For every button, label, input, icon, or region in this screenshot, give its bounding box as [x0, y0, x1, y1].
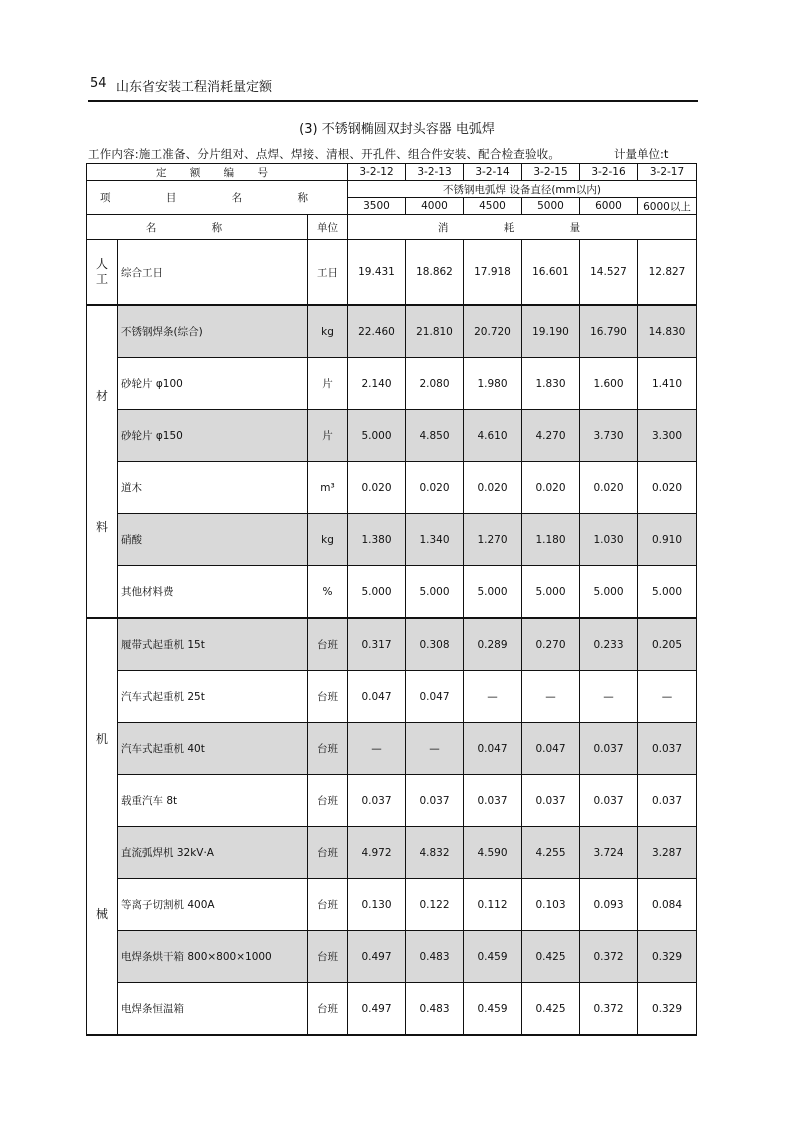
consumption-value: 21.810: [406, 305, 464, 358]
consumption-value: 19.431: [348, 240, 406, 306]
item-unit: %: [308, 566, 348, 619]
consumption-value: 4.255: [522, 827, 580, 879]
consumption-value: —: [348, 723, 406, 775]
consumption-value: 3.724: [580, 827, 638, 879]
diameter-value: 4000: [406, 198, 464, 215]
item-unit: 工日: [308, 240, 348, 306]
consumption-value: 0.233: [580, 618, 638, 671]
consumption-value: 0.130: [348, 879, 406, 931]
consumption-value: 12.827: [638, 240, 697, 306]
consumption-value: 0.020: [348, 462, 406, 514]
table-row: [87, 305, 697, 358]
consumption-value: 0.497: [348, 983, 406, 1036]
consumption-value: 0.483: [406, 931, 464, 983]
consumption-value: 0.093: [580, 879, 638, 931]
consumption-value: 4.590: [464, 827, 522, 879]
item-unit: 台班: [308, 827, 348, 879]
table-row: [87, 827, 697, 879]
consumption-value: 5.000: [580, 566, 638, 619]
table-row: [87, 462, 697, 514]
consumption-value: 0.329: [638, 931, 697, 983]
consumption-value: 20.720: [464, 305, 522, 358]
consumption-value: 0.289: [464, 618, 522, 671]
consumption-value: 5.000: [406, 566, 464, 619]
consumption-value: 19.190: [522, 305, 580, 358]
consumption-value: 5.000: [348, 410, 406, 462]
header-rule: [88, 100, 698, 102]
table-row: [87, 879, 697, 931]
category-labor: 人工: [87, 240, 118, 306]
item-unit: 台班: [308, 723, 348, 775]
item-unit: 台班: [308, 775, 348, 827]
consumption-value: 1.270: [464, 514, 522, 566]
section-title: (3) 不锈钢椭圆双封头容器 电弧焊: [299, 122, 495, 137]
consumption-value: 4.270: [522, 410, 580, 462]
table-row: [87, 775, 697, 827]
diameter-value: 5000: [522, 198, 580, 215]
diameter-value: 4500: [464, 198, 522, 215]
consumption-value: 0.037: [638, 775, 697, 827]
consumption-value: 5.000: [464, 566, 522, 619]
group-header-row: [87, 181, 697, 198]
table-row: [87, 240, 697, 306]
item-name: 履带式起重机 15t: [118, 618, 308, 671]
consumption-value: 0.047: [348, 671, 406, 723]
name-column-header: 名 称: [87, 215, 308, 240]
consumption-value: 5.000: [638, 566, 697, 619]
consumption-table: [86, 163, 697, 1036]
table-row: [87, 931, 697, 983]
consumption-value: —: [406, 723, 464, 775]
consumption-value: 0.372: [580, 983, 638, 1036]
quota-number-label: 定 额 编 号: [87, 164, 348, 181]
item-name: 直流弧焊机 32kV·A: [118, 827, 308, 879]
table-row: [87, 410, 697, 462]
consumption-value: 0.084: [638, 879, 697, 931]
table-row: [87, 514, 697, 566]
consumption-value: 0.037: [522, 775, 580, 827]
consumption-value: 0.047: [464, 723, 522, 775]
consumption-value: 1.830: [522, 358, 580, 410]
item-unit: 台班: [308, 618, 348, 671]
table-row: [87, 983, 697, 1036]
consumption-value: —: [464, 671, 522, 723]
item-name: 道木: [118, 462, 308, 514]
consumption-value: 0.497: [348, 931, 406, 983]
consumption-value: 3.300: [638, 410, 697, 462]
item-unit: kg: [308, 514, 348, 566]
consumption-value: 0.037: [348, 775, 406, 827]
item-unit: 台班: [308, 671, 348, 723]
consumption-value: 0.047: [522, 723, 580, 775]
item-name: 砂轮片 φ150: [118, 410, 308, 462]
item-unit: 台班: [308, 879, 348, 931]
consumption-value: 0.459: [464, 931, 522, 983]
consumption-value: 0.020: [464, 462, 522, 514]
book-title: 山东省安装工程消耗量定额: [116, 80, 273, 95]
page-number: 54: [90, 76, 107, 91]
consumption-value: 1.410: [638, 358, 697, 410]
quota-code: 3-2-15: [522, 164, 580, 181]
consumption-value: 1.380: [348, 514, 406, 566]
category-material: 材料: [87, 305, 118, 618]
consumption-value: —: [522, 671, 580, 723]
quota-code: 3-2-12: [348, 164, 406, 181]
quota-number-row: [87, 164, 697, 181]
quota-code: 3-2-14: [464, 164, 522, 181]
consumption-value: 4.972: [348, 827, 406, 879]
consumption-value: 0.317: [348, 618, 406, 671]
consumption-value: 1.340: [406, 514, 464, 566]
table-row: [87, 358, 697, 410]
work-content: 工作内容:施工准备、分片组对、点焊、焊接、清根、开孔件、组合件安装、配合检查验收。: [88, 147, 561, 161]
consumption-value: 0.020: [522, 462, 580, 514]
consumption-value: 0.483: [406, 983, 464, 1036]
consumption-value: 0.205: [638, 618, 697, 671]
consumption-value: 1.980: [464, 358, 522, 410]
consumption-value: 0.037: [580, 775, 638, 827]
consumption-value: 14.527: [580, 240, 638, 306]
consumption-value: 2.140: [348, 358, 406, 410]
consumption-value: 0.459: [464, 983, 522, 1036]
consumption-value: 0.329: [638, 983, 697, 1036]
diameter-value: 6000: [580, 198, 638, 215]
consumption-column-header: 消 耗 量: [348, 215, 697, 240]
category-machine: 机械: [87, 618, 118, 1035]
consumption-value: 5.000: [348, 566, 406, 619]
item-name: 汽车式起重机 40t: [118, 723, 308, 775]
consumption-value: 0.037: [464, 775, 522, 827]
consumption-value: 0.112: [464, 879, 522, 931]
consumption-value: 3.287: [638, 827, 697, 879]
consumption-value: 0.270: [522, 618, 580, 671]
consumption-value: 0.910: [638, 514, 697, 566]
consumption-value: 0.122: [406, 879, 464, 931]
table-row: [87, 723, 697, 775]
item-unit: 台班: [308, 931, 348, 983]
group-label: 不锈钢电弧焊 设备直径(mm以内): [348, 181, 697, 198]
diameter-value: 3500: [348, 198, 406, 215]
table-row: [87, 671, 697, 723]
item-unit: 台班: [308, 983, 348, 1036]
item-name: 硝酸: [118, 514, 308, 566]
consumption-value: 0.020: [580, 462, 638, 514]
item-name: 综合工日: [118, 240, 308, 306]
consumption-value: 0.020: [406, 462, 464, 514]
consumption-value: 0.020: [638, 462, 697, 514]
consumption-value: 4.610: [464, 410, 522, 462]
item-unit: 片: [308, 410, 348, 462]
item-name: 等离子切割机 400A: [118, 879, 308, 931]
consumption-value: 0.037: [406, 775, 464, 827]
unit-column-header: 单位: [308, 215, 348, 240]
item-name: 电焊条烘干箱 800×800×1000: [118, 931, 308, 983]
quota-code: 3-2-16: [580, 164, 638, 181]
item-name: 汽车式起重机 25t: [118, 671, 308, 723]
item-name: 载重汽车 8t: [118, 775, 308, 827]
consumption-value: 16.790: [580, 305, 638, 358]
table-row: [87, 618, 697, 671]
consumption-value: 5.000: [522, 566, 580, 619]
consumption-value: —: [580, 671, 638, 723]
consumption-value: 0.037: [638, 723, 697, 775]
consumption-value: 4.850: [406, 410, 464, 462]
consumption-value: 14.830: [638, 305, 697, 358]
quota-code: 3-2-17: [638, 164, 697, 181]
table-row: [87, 566, 697, 619]
item-name-label: 项 目 名 称: [87, 181, 348, 215]
consumption-value: 4.832: [406, 827, 464, 879]
consumption-value: 18.862: [406, 240, 464, 306]
consumption-value: 3.730: [580, 410, 638, 462]
consumption-value: 1.600: [580, 358, 638, 410]
consumption-value: 0.103: [522, 879, 580, 931]
item-name: 电焊条恒温箱: [118, 983, 308, 1036]
consumption-value: 0.372: [580, 931, 638, 983]
consumption-value: 17.918: [464, 240, 522, 306]
consumption-value: 22.460: [348, 305, 406, 358]
consumption-value: 1.030: [580, 514, 638, 566]
quota-code: 3-2-13: [406, 164, 464, 181]
consumption-value: 16.601: [522, 240, 580, 306]
consumption-value: 0.308: [406, 618, 464, 671]
consumption-value: 2.080: [406, 358, 464, 410]
item-name: 砂轮片 φ100: [118, 358, 308, 410]
item-unit: 片: [308, 358, 348, 410]
consumption-value: 0.047: [406, 671, 464, 723]
measurement-unit: 计量单位:t: [614, 147, 669, 161]
column-header-row: [87, 215, 697, 240]
item-unit: kg: [308, 305, 348, 358]
item-name: 不锈钢焊条(综合): [118, 305, 308, 358]
consumption-value: 0.425: [522, 983, 580, 1036]
consumption-value: 0.425: [522, 931, 580, 983]
item-name: 其他材料费: [118, 566, 308, 619]
consumption-value: 0.037: [580, 723, 638, 775]
consumption-value: —: [638, 671, 697, 723]
consumption-value: 1.180: [522, 514, 580, 566]
item-unit: m³: [308, 462, 348, 514]
diameter-value: 6000以上: [638, 198, 697, 215]
